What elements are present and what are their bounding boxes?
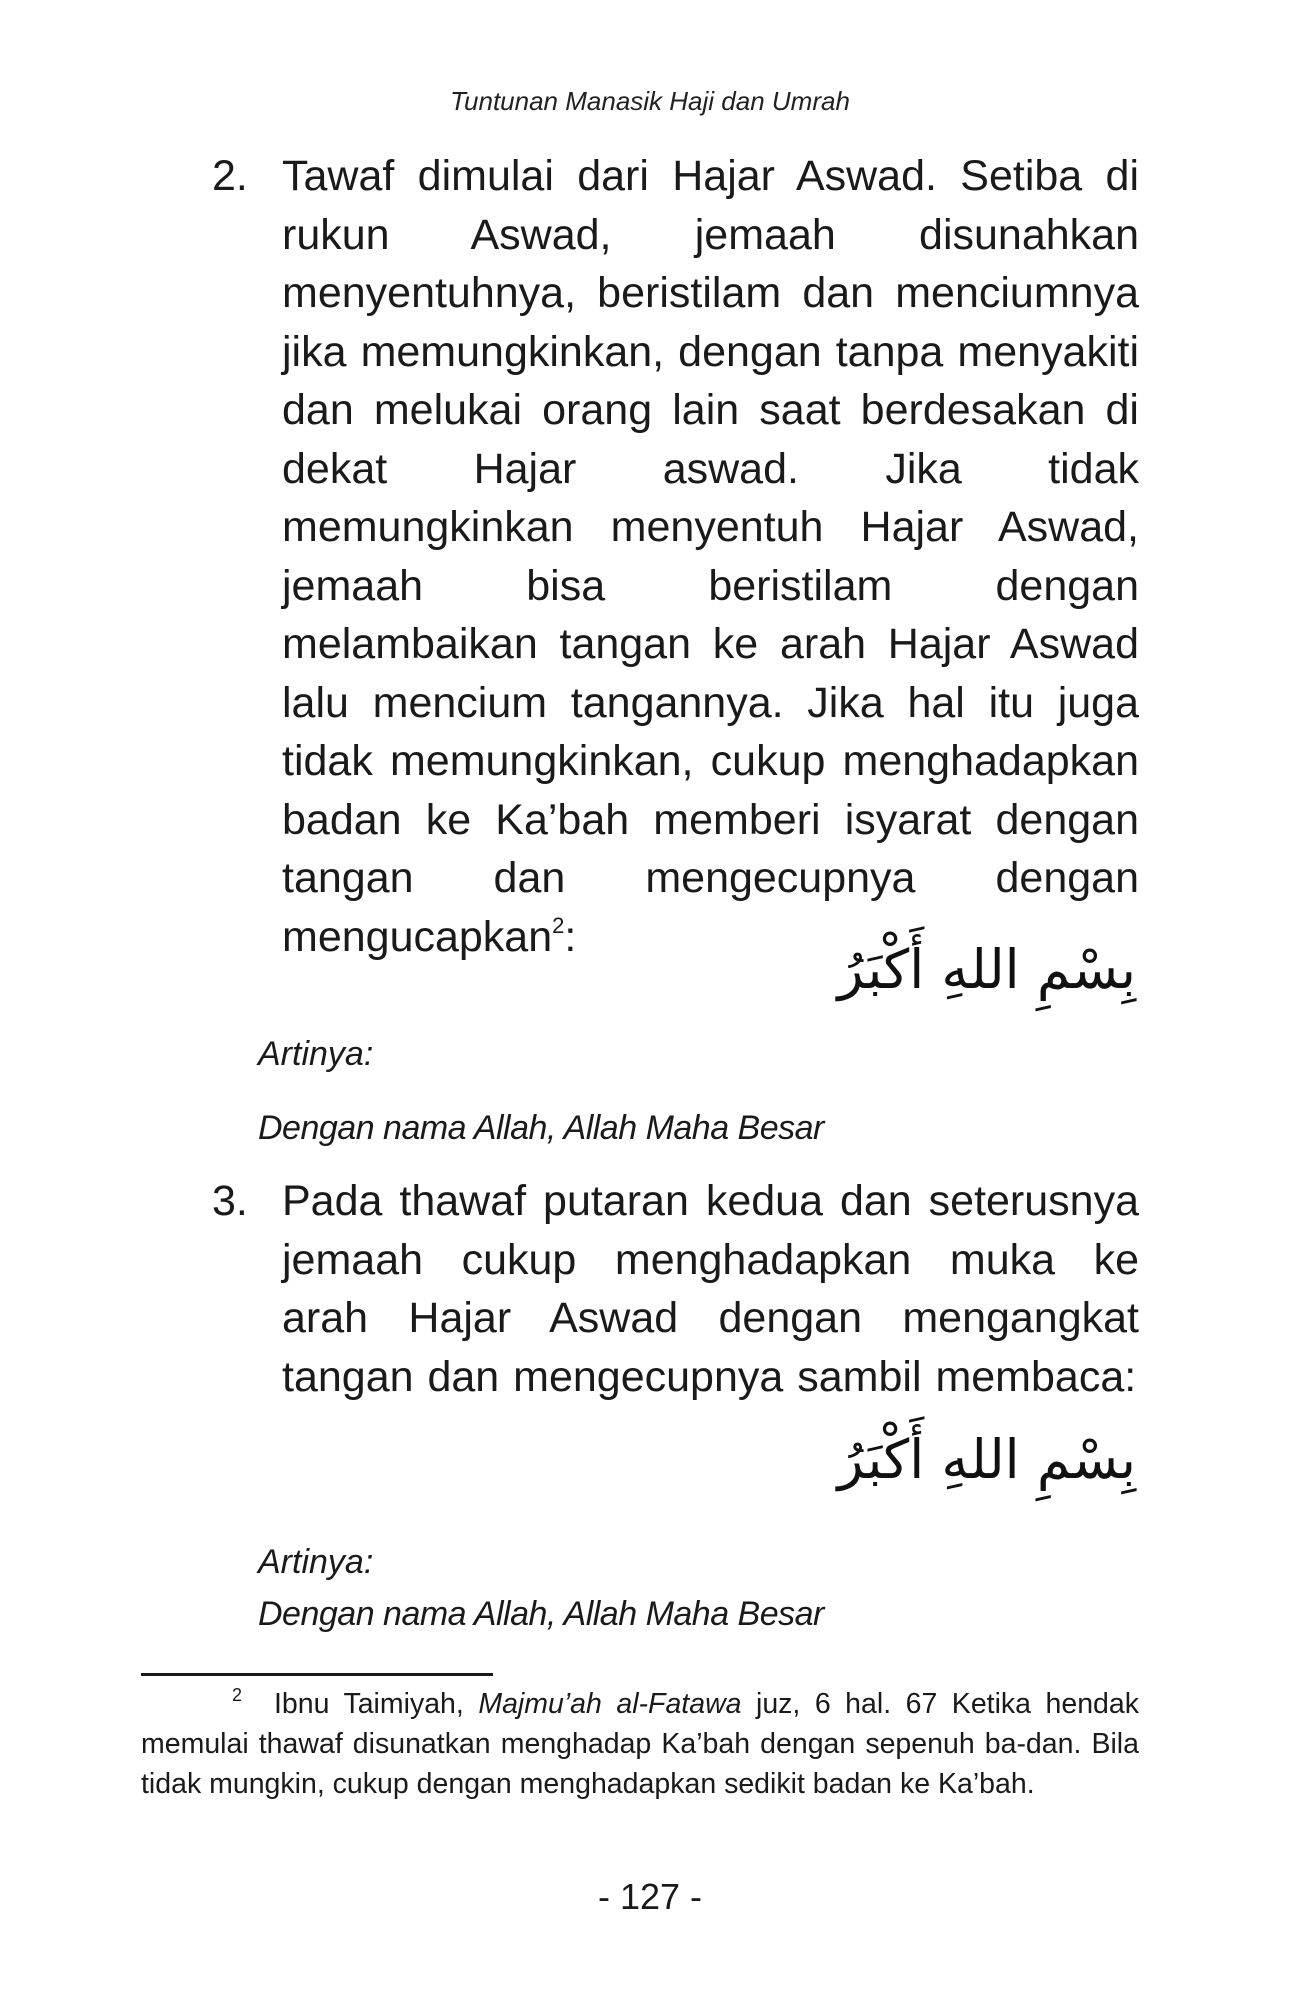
footnote-work-title: Majmu’ah al-Fatawa [478,1688,742,1720]
item-number: 2. [212,152,248,200]
running-header: Tuntunan Manasik Haji dan Umrah [450,86,850,116]
footnote-reference[interactable]: 2 [552,912,565,938]
list-item-2 [212,147,1139,966]
list-item-3 [212,1172,1139,1406]
footnote-divider [141,1673,493,1676]
item-text: Pada thawaf putaran kedua dan seterusnya jemaah cukup menghadapkan muka ke arah Hajar Aswad dengan mengangkat tangan dan mengecupnya sambil membaca: [282,1177,1139,1401]
footnote: 2 Ibnu Taimiyah, Majmu’ah al-Fatawa juz, 6 hal. 67 Ketika hendak memulai thawaf disunatkan menghadap Ka’bah dengan sepenuh ba-dan. Bila tidak mungkin, cukup dengan menghadapkan sedikit badan ke Ka’bah. [141,1685,1140,1800]
translation-label: Artinya: [258,1035,374,1073]
page-number: - 127 - [597,1876,703,1917]
translation-text: Dengan nama Allah, Allah Maha Besar [258,1595,824,1633]
arabic-prayer: بِسْمِ اللهِ أَكْبَرُ [837,938,1136,1001]
footnote-author: Ibnu Taimiyah, [274,1688,464,1720]
translation-text: Dengan nama Allah, Allah Maha Besar [258,1109,824,1147]
item-number: 3. [212,1177,248,1225]
item-paragraph [282,147,1139,966]
arabic-prayer: بِسْمِ اللهِ أَكْبَرُ [837,1428,1136,1491]
translation-label: Artinya: [258,1543,374,1581]
item-suffix: : [564,912,577,961]
footnote-text: juz, 6 hal. 67 Ketika hendak memulai thawaf disunatkan menghadap Ka’bah dengan sepenuh ba-dan. Bila tidak mungkin, cukup dengan menghadapkan sedikit badan ke Ka’bah. [141,1688,1140,1800]
item-text: Tawaf dimulai dari Hajar Aswad. Setiba di rukun Aswad, jemaah disunahkan menyentuhnya, beristilam dan menciumnya jika memungkinkan, dengan tanpa menyakiti dan melukai orang lain saat berdesakan di dekat Hajar aswad. Jika tidak memungkinkan menyentuh Hajar Aswad, jemaah bisa beristilam dengan melambaikan tangan ke arah Hajar Aswad lalu mencium tangannya. Jika hal itu juga tidak memungkinkan, cukup menghadapkan badan ke Ka’bah memberi isyarat dengan tangan dan mengecupnya dengan mengucapkan [282,152,1139,961]
